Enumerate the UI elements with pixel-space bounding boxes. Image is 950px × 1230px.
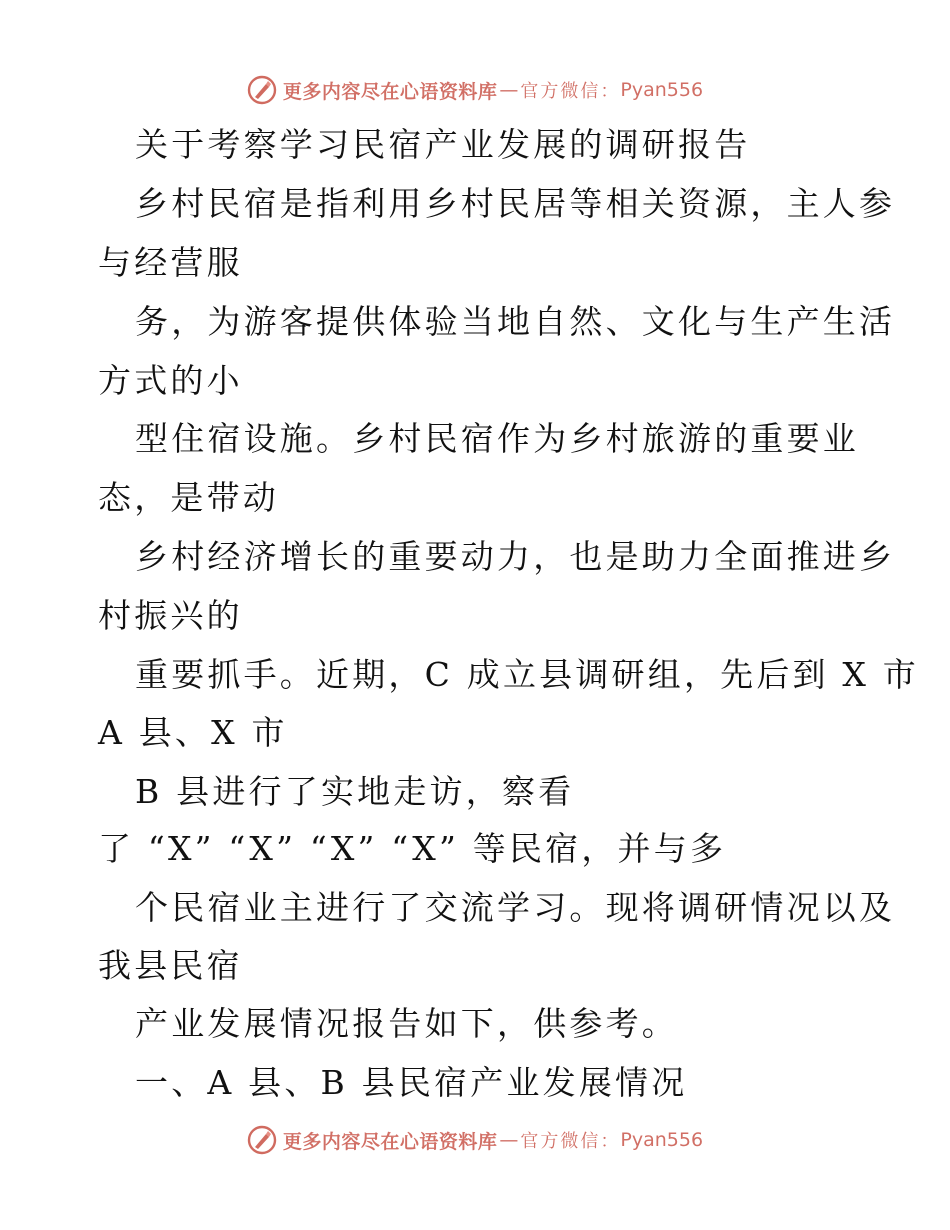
document-line-8: 乡村经济增长的重要动力，也是助力全面推进乡: [135, 537, 896, 576]
document-line-5: 方式的小: [98, 361, 243, 400]
watermark-site-text: 更多内容尽在心语资料库: [282, 80, 498, 103]
watermark-dash: —: [499, 79, 519, 101]
document-line-10: 重要抓手。近期，C 成立县调研组，先后到 X 市: [135, 655, 920, 694]
section-heading-1: 一、A 县、B 县民宿产业发展情况: [135, 1063, 688, 1102]
watermark-dash: —: [499, 1129, 519, 1151]
watermark-site-text: 更多内容尽在心语资料库: [282, 1130, 498, 1153]
document-title: 关于考察学习民宿产业发展的调研报告: [135, 125, 751, 164]
document-line-6: 型住宿设施。乡村民宿作为乡村旅游的重要业: [135, 419, 859, 458]
document-line-14: 个民宿业主进行了交流学习。现将调研情况以及: [135, 888, 896, 927]
document-line-11: A 县、X 市: [98, 713, 288, 752]
document-line-4: 务，为游客提供体验当地自然、文化与生产生活: [135, 302, 896, 341]
document-line-7: 态，是带动: [98, 478, 279, 517]
document-line-12: B 县进行了实地走访，察看: [135, 772, 575, 811]
document-line-15: 我县民宿: [98, 946, 243, 985]
pen-logo-icon: [247, 75, 277, 105]
footer-watermark: [0, 1120, 950, 1160]
watermark-official-text: 官方微信：: [520, 81, 621, 102]
document-line-9: 村振兴的: [98, 596, 243, 635]
document-line-13: 了 “X” “X” “X” “X” 等民宿，并与多: [98, 829, 727, 868]
pen-logo-icon: [247, 1125, 277, 1155]
header-watermark: [0, 70, 950, 110]
document-line-3: 与经营服: [98, 243, 243, 282]
watermark-wechat-id: Pyan556: [620, 79, 704, 101]
watermark-official-text: 官方微信：: [520, 1131, 621, 1152]
document-line-2: 乡村民宿是指利用乡村民居等相关资源，主人参: [135, 184, 896, 223]
document-line-16: 产业发展情况报告如下，供参考。: [135, 1004, 678, 1043]
watermark-wechat-id: Pyan556: [620, 1129, 704, 1151]
